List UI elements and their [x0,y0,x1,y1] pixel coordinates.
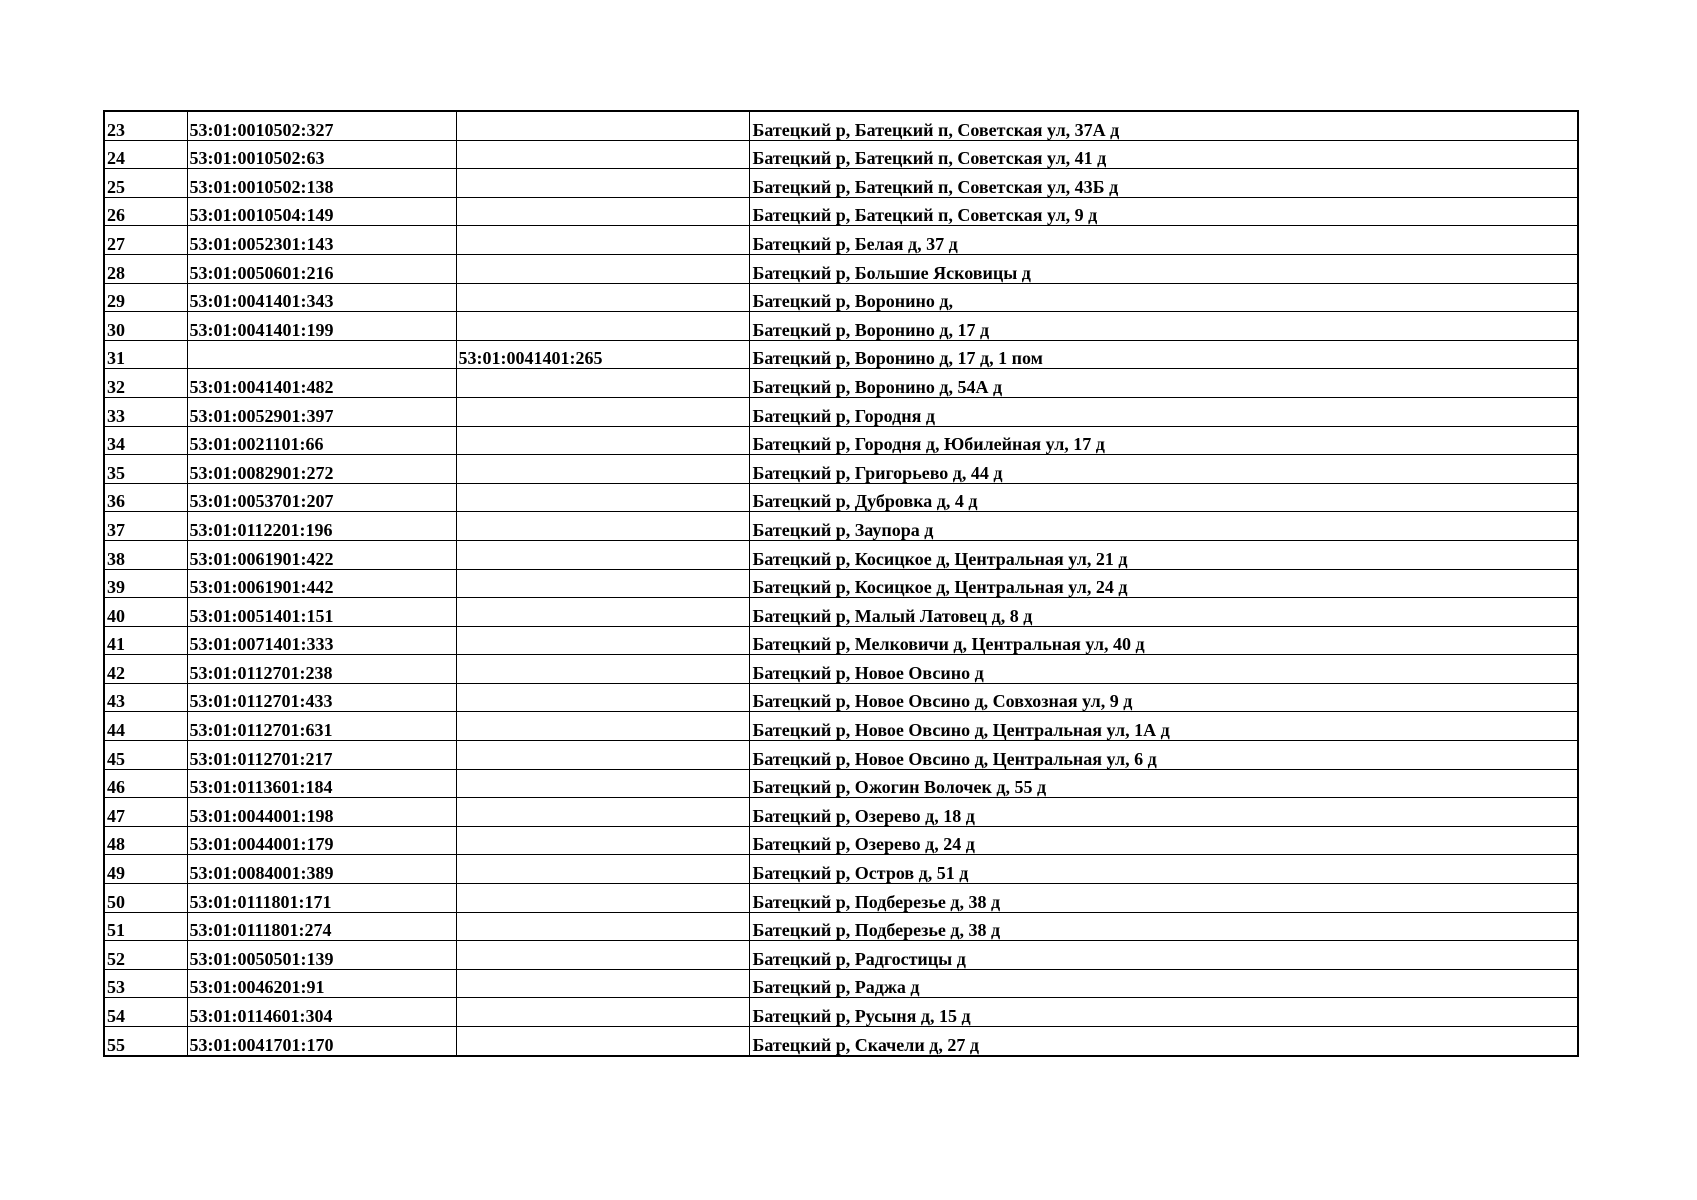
row-number: 26 [104,197,187,226]
cadastral-number: 53:01:0010502:327 [187,111,456,140]
address: Батецкий р, Остров д, 51 д [749,855,1578,884]
address: Батецкий р, Батецкий п, Советская ул, 43Б д [749,169,1578,198]
cadastral-number: 53:01:0046201:91 [187,969,456,998]
row-number: 35 [104,455,187,484]
premises-cadastral-number [456,655,749,684]
premises-cadastral-number [456,569,749,598]
table-row [104,798,1578,827]
table-row [104,569,1578,598]
cadastral-number: 53:01:0084001:389 [187,855,456,884]
cadastral-number: 53:01:0041401:482 [187,369,456,398]
row-number: 52 [104,941,187,970]
premises-cadastral-number [456,111,749,140]
table-row [104,340,1578,369]
row-number: 36 [104,483,187,512]
address: Батецкий р, Подберезье д, 38 д [749,912,1578,941]
cadastral-number: 53:01:0041401:343 [187,283,456,312]
row-number: 50 [104,884,187,913]
table-row [104,254,1578,283]
premises-cadastral-number [456,598,749,627]
table-row [104,969,1578,998]
table-row [104,598,1578,627]
premises-cadastral-number [456,826,749,855]
address: Батецкий р, Большие Ясковицы д [749,254,1578,283]
cadastral-number: 53:01:0052901:397 [187,397,456,426]
premises-cadastral-number [456,512,749,541]
address: Батецкий р, Радгостицы д [749,941,1578,970]
cadastral-number: 53:01:0061901:442 [187,569,456,598]
row-number: 24 [104,140,187,169]
cadastral-number: 53:01:0111801:171 [187,884,456,913]
row-number: 33 [104,397,187,426]
cadastral-number: 53:01:0041701:170 [187,1027,456,1056]
cadastral-number: 53:01:0041401:199 [187,312,456,341]
address: Батецкий р, Мелковичи д, Центральная ул, 40 д [749,626,1578,655]
premises-cadastral-number: 53:01:0041401:265 [456,340,749,369]
row-number: 39 [104,569,187,598]
address: Батецкий р, Дубровка д, 4 д [749,483,1578,512]
address: Батецкий р, Ожогин Волочек д, 55 д [749,769,1578,798]
table-row [104,512,1578,541]
address: Батецкий р, Новое Овсино д [749,655,1578,684]
row-number: 37 [104,512,187,541]
address: Батецкий р, Русыня д, 15 д [749,998,1578,1027]
premises-cadastral-number [456,969,749,998]
address: Батецкий р, Новое Овсино д, Центральная ул, 6 д [749,741,1578,770]
table-row [104,1027,1578,1056]
premises-cadastral-number [456,855,749,884]
cadastral-number: 53:01:0071401:333 [187,626,456,655]
table-row [104,226,1578,255]
premises-cadastral-number [456,397,749,426]
row-number: 27 [104,226,187,255]
premises-cadastral-number [456,226,749,255]
cadastral-number: 53:01:0112701:238 [187,655,456,684]
cadastral-number: 53:01:0053701:207 [187,483,456,512]
table-row [104,912,1578,941]
address: Батецкий р, Косицкое д, Центральная ул, 24 д [749,569,1578,598]
row-number: 30 [104,312,187,341]
table-row [104,683,1578,712]
cadastral-number: 53:01:0082901:272 [187,455,456,484]
premises-cadastral-number [456,741,749,770]
table-row [104,426,1578,455]
table-row [104,397,1578,426]
table-row [104,655,1578,684]
table-row [104,197,1578,226]
cadastral-number: 53:01:0113601:184 [187,769,456,798]
premises-cadastral-number [456,540,749,569]
cadastral-number: 53:01:0061901:422 [187,540,456,569]
table-row [104,626,1578,655]
row-number: 49 [104,855,187,884]
table-row [104,369,1578,398]
table-row [104,169,1578,198]
premises-cadastral-number [456,884,749,913]
row-number: 28 [104,254,187,283]
premises-cadastral-number [456,426,749,455]
cadastral-number: 53:01:0010504:149 [187,197,456,226]
row-number: 40 [104,598,187,627]
address: Батецкий р, Воронино д, 17 д, 1 пом [749,340,1578,369]
address: Батецкий р, Заупора д [749,512,1578,541]
address: Батецкий р, Новое Овсино д, Совхозная ул, 9 д [749,683,1578,712]
table-row [104,312,1578,341]
cadastral-number: 53:01:0052301:143 [187,226,456,255]
address: Батецкий р, Батецкий п, Советская ул, 9 д [749,197,1578,226]
premises-cadastral-number [456,283,749,312]
table-row [104,483,1578,512]
table-row [104,769,1578,798]
row-number: 47 [104,798,187,827]
address: Батецкий р, Воронино д, 54А д [749,369,1578,398]
row-number: 34 [104,426,187,455]
address: Батецкий р, Озерево д, 18 д [749,798,1578,827]
row-number: 38 [104,540,187,569]
cadastral-number: 53:01:0114601:304 [187,998,456,1027]
address: Батецкий р, Городня д [749,397,1578,426]
address: Батецкий р, Городня д, Юбилейная ул, 17 д [749,426,1578,455]
premises-cadastral-number [456,998,749,1027]
address: Батецкий р, Косицкое д, Центральная ул, 21 д [749,540,1578,569]
row-number: 41 [104,626,187,655]
premises-cadastral-number [456,1027,749,1056]
premises-cadastral-number [456,683,749,712]
cadastral-number: 53:01:0051401:151 [187,598,456,627]
cadastral-number: 53:01:0112701:217 [187,741,456,770]
row-number: 43 [104,683,187,712]
table-row [104,540,1578,569]
row-number: 51 [104,912,187,941]
premises-cadastral-number [456,312,749,341]
premises-cadastral-number [456,912,749,941]
table-row [104,826,1578,855]
premises-cadastral-number [456,769,749,798]
premises-cadastral-number [456,455,749,484]
table-row [104,855,1578,884]
cadastral-number: 53:01:0112201:196 [187,512,456,541]
address: Батецкий р, Малый Латовец д, 8 д [749,598,1578,627]
address: Батецкий р, Скачели д, 27 д [749,1027,1578,1056]
table-row [104,111,1578,140]
row-number: 25 [104,169,187,198]
table-body [104,111,1578,1056]
row-number: 46 [104,769,187,798]
table-row [104,998,1578,1027]
cadastral-number: 53:01:0112701:433 [187,683,456,712]
premises-cadastral-number [456,169,749,198]
table-row [104,283,1578,312]
row-number: 32 [104,369,187,398]
premises-cadastral-number [456,254,749,283]
row-number: 48 [104,826,187,855]
row-number: 31 [104,340,187,369]
cadastral-number: 53:01:0044001:198 [187,798,456,827]
premises-cadastral-number [456,798,749,827]
premises-cadastral-number [456,483,749,512]
premises-cadastral-number [456,712,749,741]
address: Батецкий р, Белая д, 37 д [749,226,1578,255]
row-number: 44 [104,712,187,741]
premises-cadastral-number [456,626,749,655]
row-number: 55 [104,1027,187,1056]
premises-cadastral-number [456,941,749,970]
address: Батецкий р, Батецкий п, Советская ул, 37А д [749,111,1578,140]
address: Батецкий р, Подберезье д, 38 д [749,884,1578,913]
property-table [103,110,1579,1057]
table-row [104,140,1578,169]
address: Батецкий р, Батецкий п, Советская ул, 41 д [749,140,1578,169]
table-row [104,741,1578,770]
address: Батецкий р, Раджа д [749,969,1578,998]
address: Батецкий р, Новое Овсино д, Центральная ул, 1А д [749,712,1578,741]
address: Батецкий р, Воронино д, [749,283,1578,312]
premises-cadastral-number [456,197,749,226]
cadastral-number: 53:01:0010502:138 [187,169,456,198]
table-row [104,455,1578,484]
table-row [104,712,1578,741]
row-number: 42 [104,655,187,684]
cadastral-number: 53:01:0044001:179 [187,826,456,855]
premises-cadastral-number [456,369,749,398]
row-number: 29 [104,283,187,312]
cadastral-number: 53:01:0050601:216 [187,254,456,283]
cadastral-number [187,340,456,369]
address: Батецкий р, Григорьево д, 44 д [749,455,1578,484]
cadastral-number: 53:01:0021101:66 [187,426,456,455]
table-row [104,941,1578,970]
address: Батецкий р, Воронино д, 17 д [749,312,1578,341]
address: Батецкий р, Озерево д, 24 д [749,826,1578,855]
row-number: 23 [104,111,187,140]
cadastral-number: 53:01:0050501:139 [187,941,456,970]
premises-cadastral-number [456,140,749,169]
row-number: 45 [104,741,187,770]
cadastral-number: 53:01:0111801:274 [187,912,456,941]
table-row [104,884,1578,913]
cadastral-number: 53:01:0112701:631 [187,712,456,741]
row-number: 53 [104,969,187,998]
cadastral-number: 53:01:0010502:63 [187,140,456,169]
row-number: 54 [104,998,187,1027]
